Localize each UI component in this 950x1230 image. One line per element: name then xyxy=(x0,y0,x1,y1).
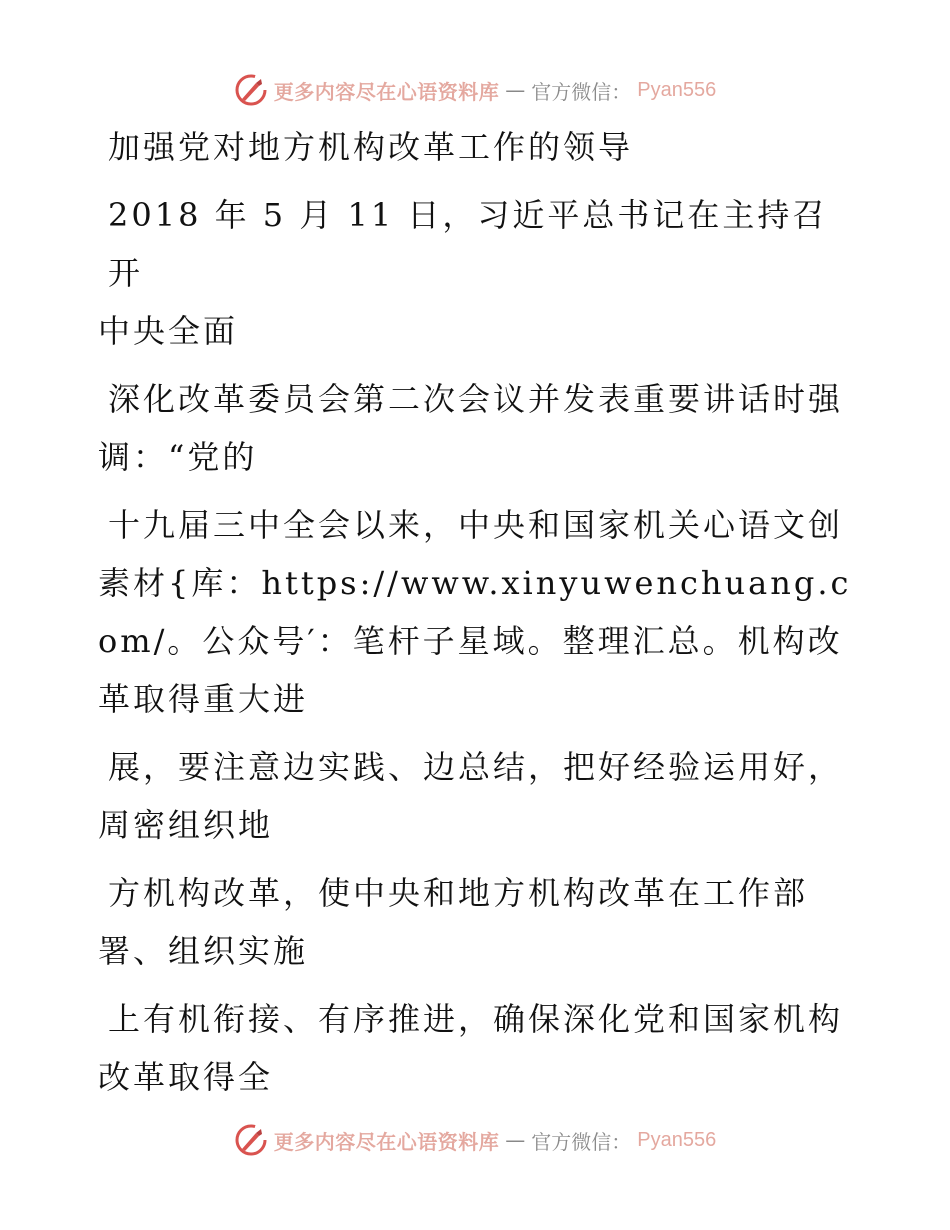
quill-logo-icon xyxy=(234,1123,268,1157)
paragraph xyxy=(98,370,858,486)
header-watermark xyxy=(0,70,950,110)
paragraph-first-line: 加强党对地方机构改革工作的领导 xyxy=(108,128,634,166)
banner-label: 官方微信： xyxy=(531,1129,632,1154)
paragraph xyxy=(98,864,858,980)
banner-wechat-id: Pyan556 xyxy=(637,78,717,101)
paragraph-first-line: 十九届三中全会以来，中央和国家机关心语文创 xyxy=(108,506,844,544)
paragraph-first-line: 2018 年 5 月 11 日，习近平总书记在主持召开 xyxy=(108,196,828,292)
paragraph xyxy=(98,990,858,1106)
banner-separator: — xyxy=(505,78,526,102)
paragraph-continuation: 改革取得全 xyxy=(98,1058,274,1096)
paragraph-continuation: 周密组织地 xyxy=(98,806,274,844)
paragraph-first-line: 展，要注意边实践、边总结，把好经验运用好， xyxy=(108,748,844,786)
paragraph-first-line: 上有机衔接、有序推进，确保深化党和国家机构 xyxy=(108,1000,844,1038)
paragraph-continuation: 素材{库：https://www.xinyuwenchuang.com/。公众号′：笔杆子星域。整理汇总。机构改革取得重大进 xyxy=(98,564,852,718)
paragraph-continuation: 署、组织实施 xyxy=(98,932,309,970)
banner-wechat-id: Pyan556 xyxy=(637,1128,717,1151)
paragraph xyxy=(98,496,858,728)
paragraph xyxy=(98,186,858,360)
banner-main-text: 更多内容尽在心语资料库 xyxy=(273,1129,500,1154)
document-body xyxy=(98,118,858,1106)
paragraph-continuation: 调：“党的 xyxy=(98,438,258,476)
paragraph xyxy=(98,738,858,854)
banner-main-text: 更多内容尽在心语资料库 xyxy=(273,79,500,104)
banner-separator: — xyxy=(505,1128,526,1152)
quill-logo-icon xyxy=(234,73,268,107)
banner-label: 官方微信： xyxy=(531,79,632,104)
paragraph-continuation: 中央全面 xyxy=(98,312,239,350)
footer-watermark xyxy=(0,1120,950,1160)
paragraph-first-line: 方机构改革，使中央和地方机构改革在工作部 xyxy=(108,874,809,912)
paragraph-first-line: 深化改革委员会第二次会议并发表重要讲话时强 xyxy=(108,380,844,418)
paragraph xyxy=(98,118,858,176)
